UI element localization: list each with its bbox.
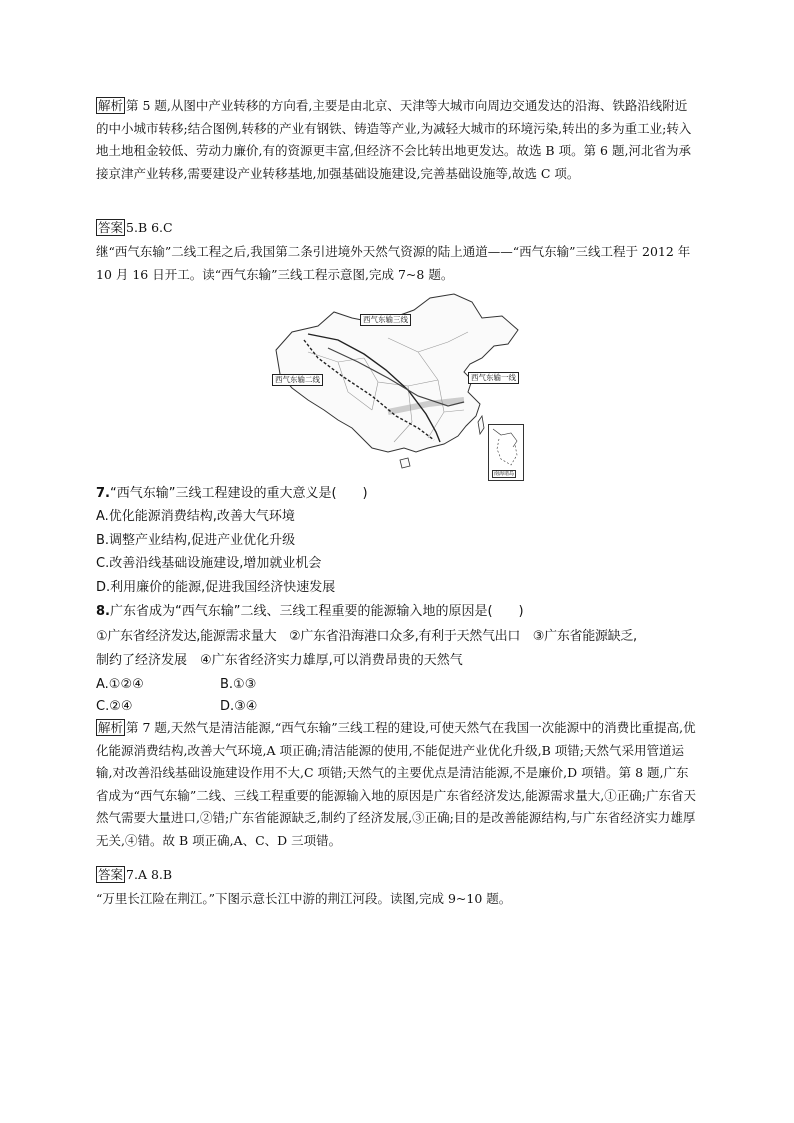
- q7-option-d: D.利用廉价的能源,促进我国经济快速发展: [96, 580, 336, 595]
- explanation-7-8: [96, 717, 698, 852]
- inset-coast: [493, 429, 517, 447]
- explanation-tag: 解析: [98, 98, 124, 113]
- south-china-sea-inset: [488, 424, 524, 481]
- label-line2: 西气东输二线: [272, 374, 323, 386]
- q8-items-line2: 制约了经济发展 ④广东省经济实力雄厚,可以消费昂贵的天然气: [96, 653, 463, 668]
- q8-items-line1: ①广东省经济发达,能源需求量大 ②广东省沿海港口众多,有利于天然气出口 ③广东省能源缺乏,: [96, 629, 637, 644]
- explanation-text: 第 5 题,从图中产业转移的方向看,主要是由北京、天津等大城市向周边交通发达的沿海、铁路沿线附近的中小城市转移;结合图例,转移的产业有钢铁、铸造等产业,为减轻大城市的环境污染,转出的多为重工业;转入地土地租金较低、劳动力廉价,有的资源更丰富,但经济不会比转出地更发达。故选 B 项。第 6 题,河北省为承接京津产业转移,需要建设产业转移基地,加强基础设施建设,完善基础设施等,故选 C 项。: [96, 98, 692, 181]
- answer-7-8: [96, 864, 698, 887]
- explanation-5-6: [96, 95, 698, 185]
- q8-option-a: A.①②④: [96, 677, 144, 692]
- question-stem: “西气东输”三线工程建设的重大意义是( ): [109, 486, 368, 501]
- explanation-tag: 解析: [98, 720, 124, 735]
- hainan-island: [400, 458, 410, 468]
- q8-option-c: C.②④: [96, 699, 133, 714]
- question-stem: 广东省成为“西气东输”二线、三线工程重要的能源输入地的原因是( ): [109, 604, 524, 619]
- answer-text: 7.A 8.B: [126, 867, 173, 882]
- west-east-gas-map: [268, 292, 528, 484]
- q7-option-b: B.调整产业结构,促进产业优化升级: [96, 533, 296, 548]
- q8-option-d: D.③④: [220, 699, 258, 714]
- inset-dashes: [497, 439, 517, 465]
- taiwan-island: [478, 416, 484, 434]
- answer-tag: 答案: [98, 220, 124, 235]
- answer-5-6: [96, 217, 698, 240]
- label-line3: 西气东输三线: [360, 314, 411, 326]
- intro-9-10: “万里长江险在荆江。”下图示意长江中游的荆江河段。读图,完成 9~10 题。: [96, 891, 512, 906]
- question-number: 8.: [96, 604, 110, 619]
- question-7: [96, 484, 368, 504]
- question-number: 7.: [96, 486, 110, 501]
- q7-option-c: C.改善沿线基础设施建设,增加就业机会: [96, 556, 322, 571]
- q8-option-b: B.①③: [220, 677, 257, 692]
- explanation-text: 第 7 题,天然气是清洁能源,“西气东输”三线工程的建设,可使天然气在我国一次能源中的消费比重提高,优化能源消费结构,改善大气环境,A 项正确;清洁能源的使用,不能促进产业优化升级,B 项错;天然气采用管道运输,对改善沿线基础设施建设作用不大,C 项错;天然气的主要优点是清洁能源,不是廉价,D 项错。第 8 题,广东省成为“西气东输”二线、三线工程重要的能源输入地的原因是广东省经济发达,能源需求量大,①正确;广东省天然气需要大量进口,②错;广东省能源缺乏,制约了经济发展,③正确;目的是改善能源结构,与广东省经济实力雄厚无关,④错。故 B 项正确,A、C、D 三项错。: [96, 720, 696, 848]
- question-8: [96, 602, 524, 622]
- intro-7-8: 继“西气东输”二线工程之后,我国第二条引进境外天然气资源的陆上通道——“西气东输”三线工程于 2012 年 10 月 16 日开工。读“西气东输”三线工程示意图,完成 7~8 题。: [96, 244, 691, 282]
- inset-label: 南海诸岛: [494, 471, 515, 477]
- label-line1: 西气东输一线: [468, 372, 519, 384]
- answer-tag: 答案: [98, 867, 124, 882]
- answer-text: 5.B 6.C: [126, 220, 173, 235]
- q7-option-a: A.优化能源消费结构,改善大气环境: [96, 509, 295, 524]
